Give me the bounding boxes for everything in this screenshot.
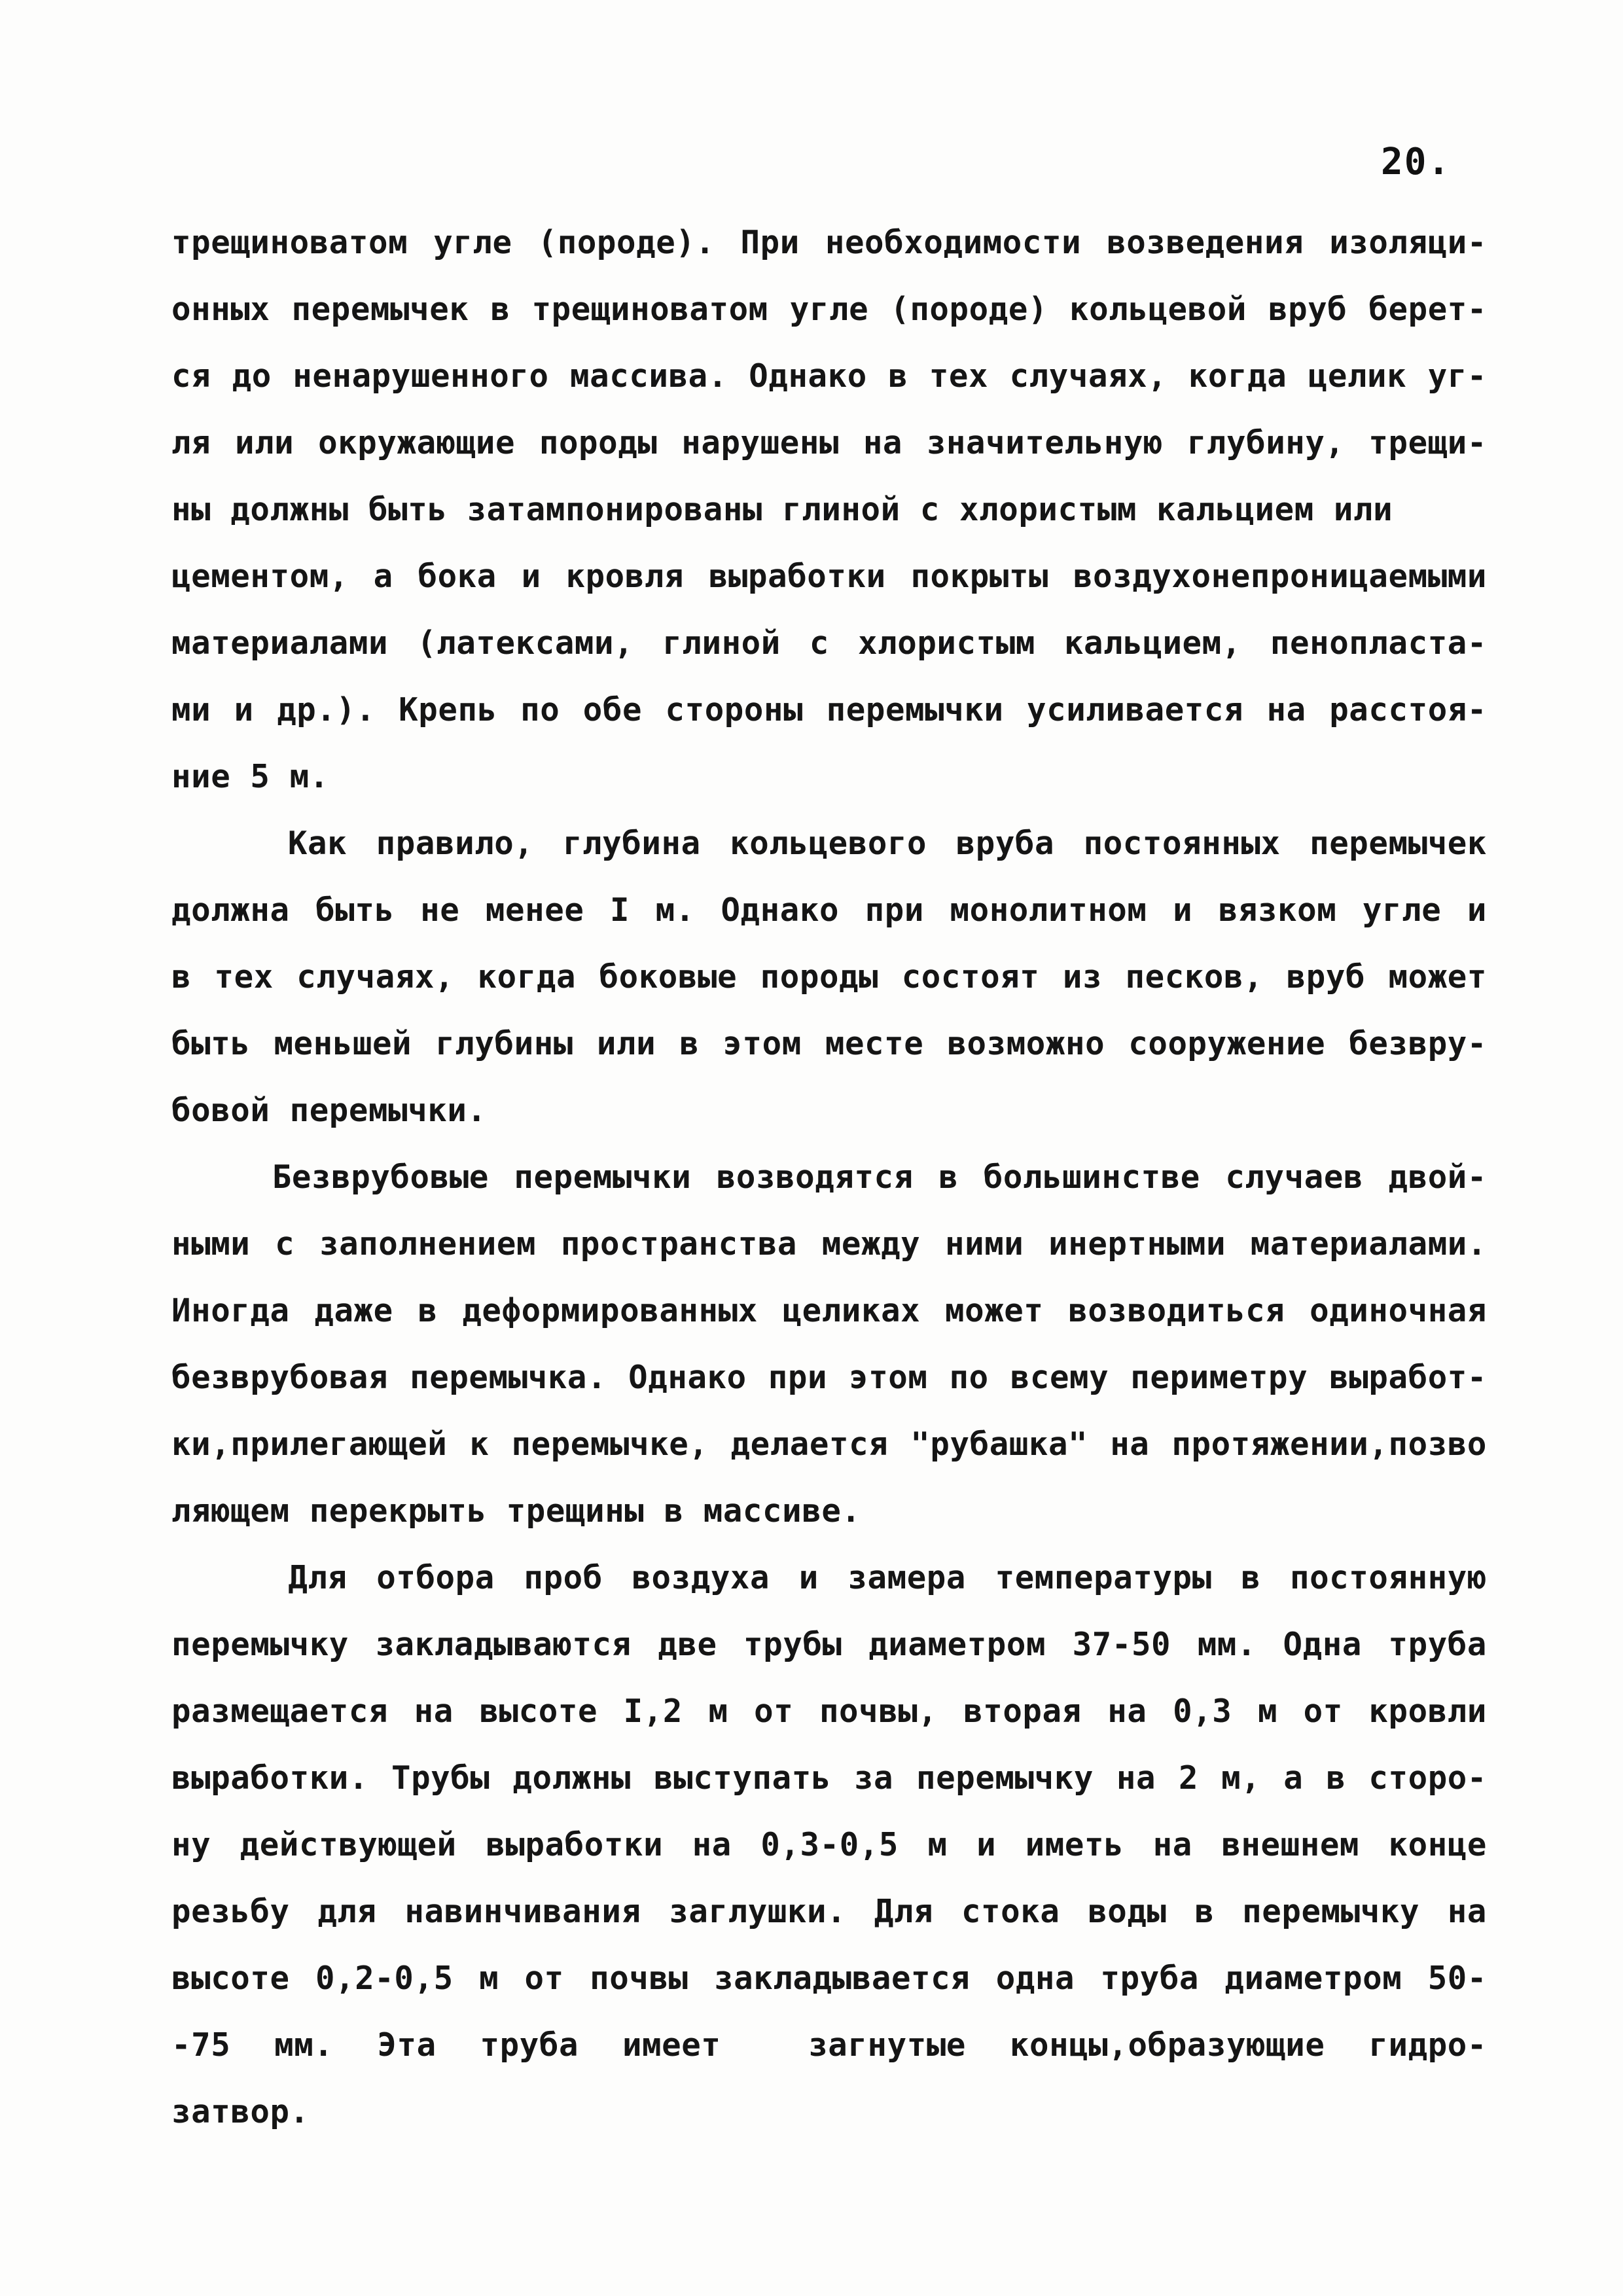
text-line: Как правило, глубина кольцевого вруба постоянных перемычек	[171, 825, 1487, 862]
text-line: ны должны быть затампонированы глиной с хлористым кальцием или	[171, 491, 1393, 528]
text-line: в тех случаях, когда боковые породы состоят из песков, вруб может	[171, 958, 1487, 996]
text-line: высоте 0,2-0,5 м от почвы закладывается одна труба диаметром 50-	[171, 1960, 1487, 1997]
text-line: бовой перемычки.	[171, 1092, 487, 1129]
paragraph-4	[171, 1545, 1487, 2145]
paragraph-2	[171, 810, 1487, 1144]
text-line: ными с заполнением пространства между ними инертными материалами.	[171, 1225, 1487, 1263]
text-line: ну действующей выработки на 0,3-0,5 м и иметь на внешнем конце	[171, 1826, 1487, 1863]
document-body	[171, 209, 1487, 2145]
text-line: резьбу для навинчивания заглушки. Для стока воды в перемычку на	[171, 1893, 1487, 1930]
text-line: размещается на высоте I,2 м от почвы, вторая на 0,3 м от кровли	[171, 1693, 1487, 1730]
text-line: цементом, а бока и кровля выработки покрыты воздухонепроницаемыми	[171, 558, 1487, 595]
text-line: трещиноватом угле (породе). При необходимости возведения изоляци-	[171, 224, 1487, 261]
text-line: ляющем перекрыть трещины в массиве.	[171, 1492, 861, 1530]
text-line: ми и др.). Крепь по обе стороны перемычки усиливается на расстоя-	[171, 691, 1487, 728]
paragraph-1	[171, 209, 1487, 810]
text-line: перемычку закладываются две трубы диаметром 37-50 мм. Одна труба	[171, 1626, 1487, 1663]
page-number: 20.	[1381, 141, 1452, 183]
text-line: ля или окружающие породы нарушены на значительную глубину, трещи-	[171, 424, 1487, 461]
text-line: выработки. Трубы должны выступать за перемычку на 2 м, а в сторо-	[171, 1759, 1487, 1797]
text-line: быть меньшей глубины или в этом месте возможно сооружение безвру-	[171, 1025, 1487, 1062]
text-line: материалами (латексами, глиной с хлористым кальцием, пенопласта-	[171, 624, 1487, 662]
paragraph-3	[171, 1144, 1487, 1545]
text-line: должна быть не менее I м. Однако при монолитном и вязком угле и	[171, 891, 1487, 929]
text-line: Безврубовые перемычки возводятся в большинстве случаев двой-	[171, 1158, 1487, 1196]
text-line: -75 мм. Эта труба имеет загнутые концы,образующие гидро-	[171, 2026, 1487, 2064]
text-line: ние 5 м.	[171, 758, 329, 795]
text-line: онных перемычек в трещиноватом угле (породе) кольцевой вруб берет-	[171, 291, 1487, 328]
text-line: Иногда даже в деформированных целиках может возводиться одиночная	[171, 1292, 1487, 1329]
text-line: ся до ненарушенного массива. Однако в тех случаях, когда целик уг-	[171, 357, 1487, 395]
text-line: затвор.	[171, 2093, 310, 2130]
text-line: безврубовая перемычка. Однако при этом по всему периметру выработ-	[171, 1359, 1487, 1396]
text-line: ки,прилегающей к перемычке, делается "рубашка" на протяжении,позво	[171, 1426, 1487, 1463]
text-line: Для отбора проб воздуха и замера температуры в постоянную	[171, 1559, 1487, 1596]
